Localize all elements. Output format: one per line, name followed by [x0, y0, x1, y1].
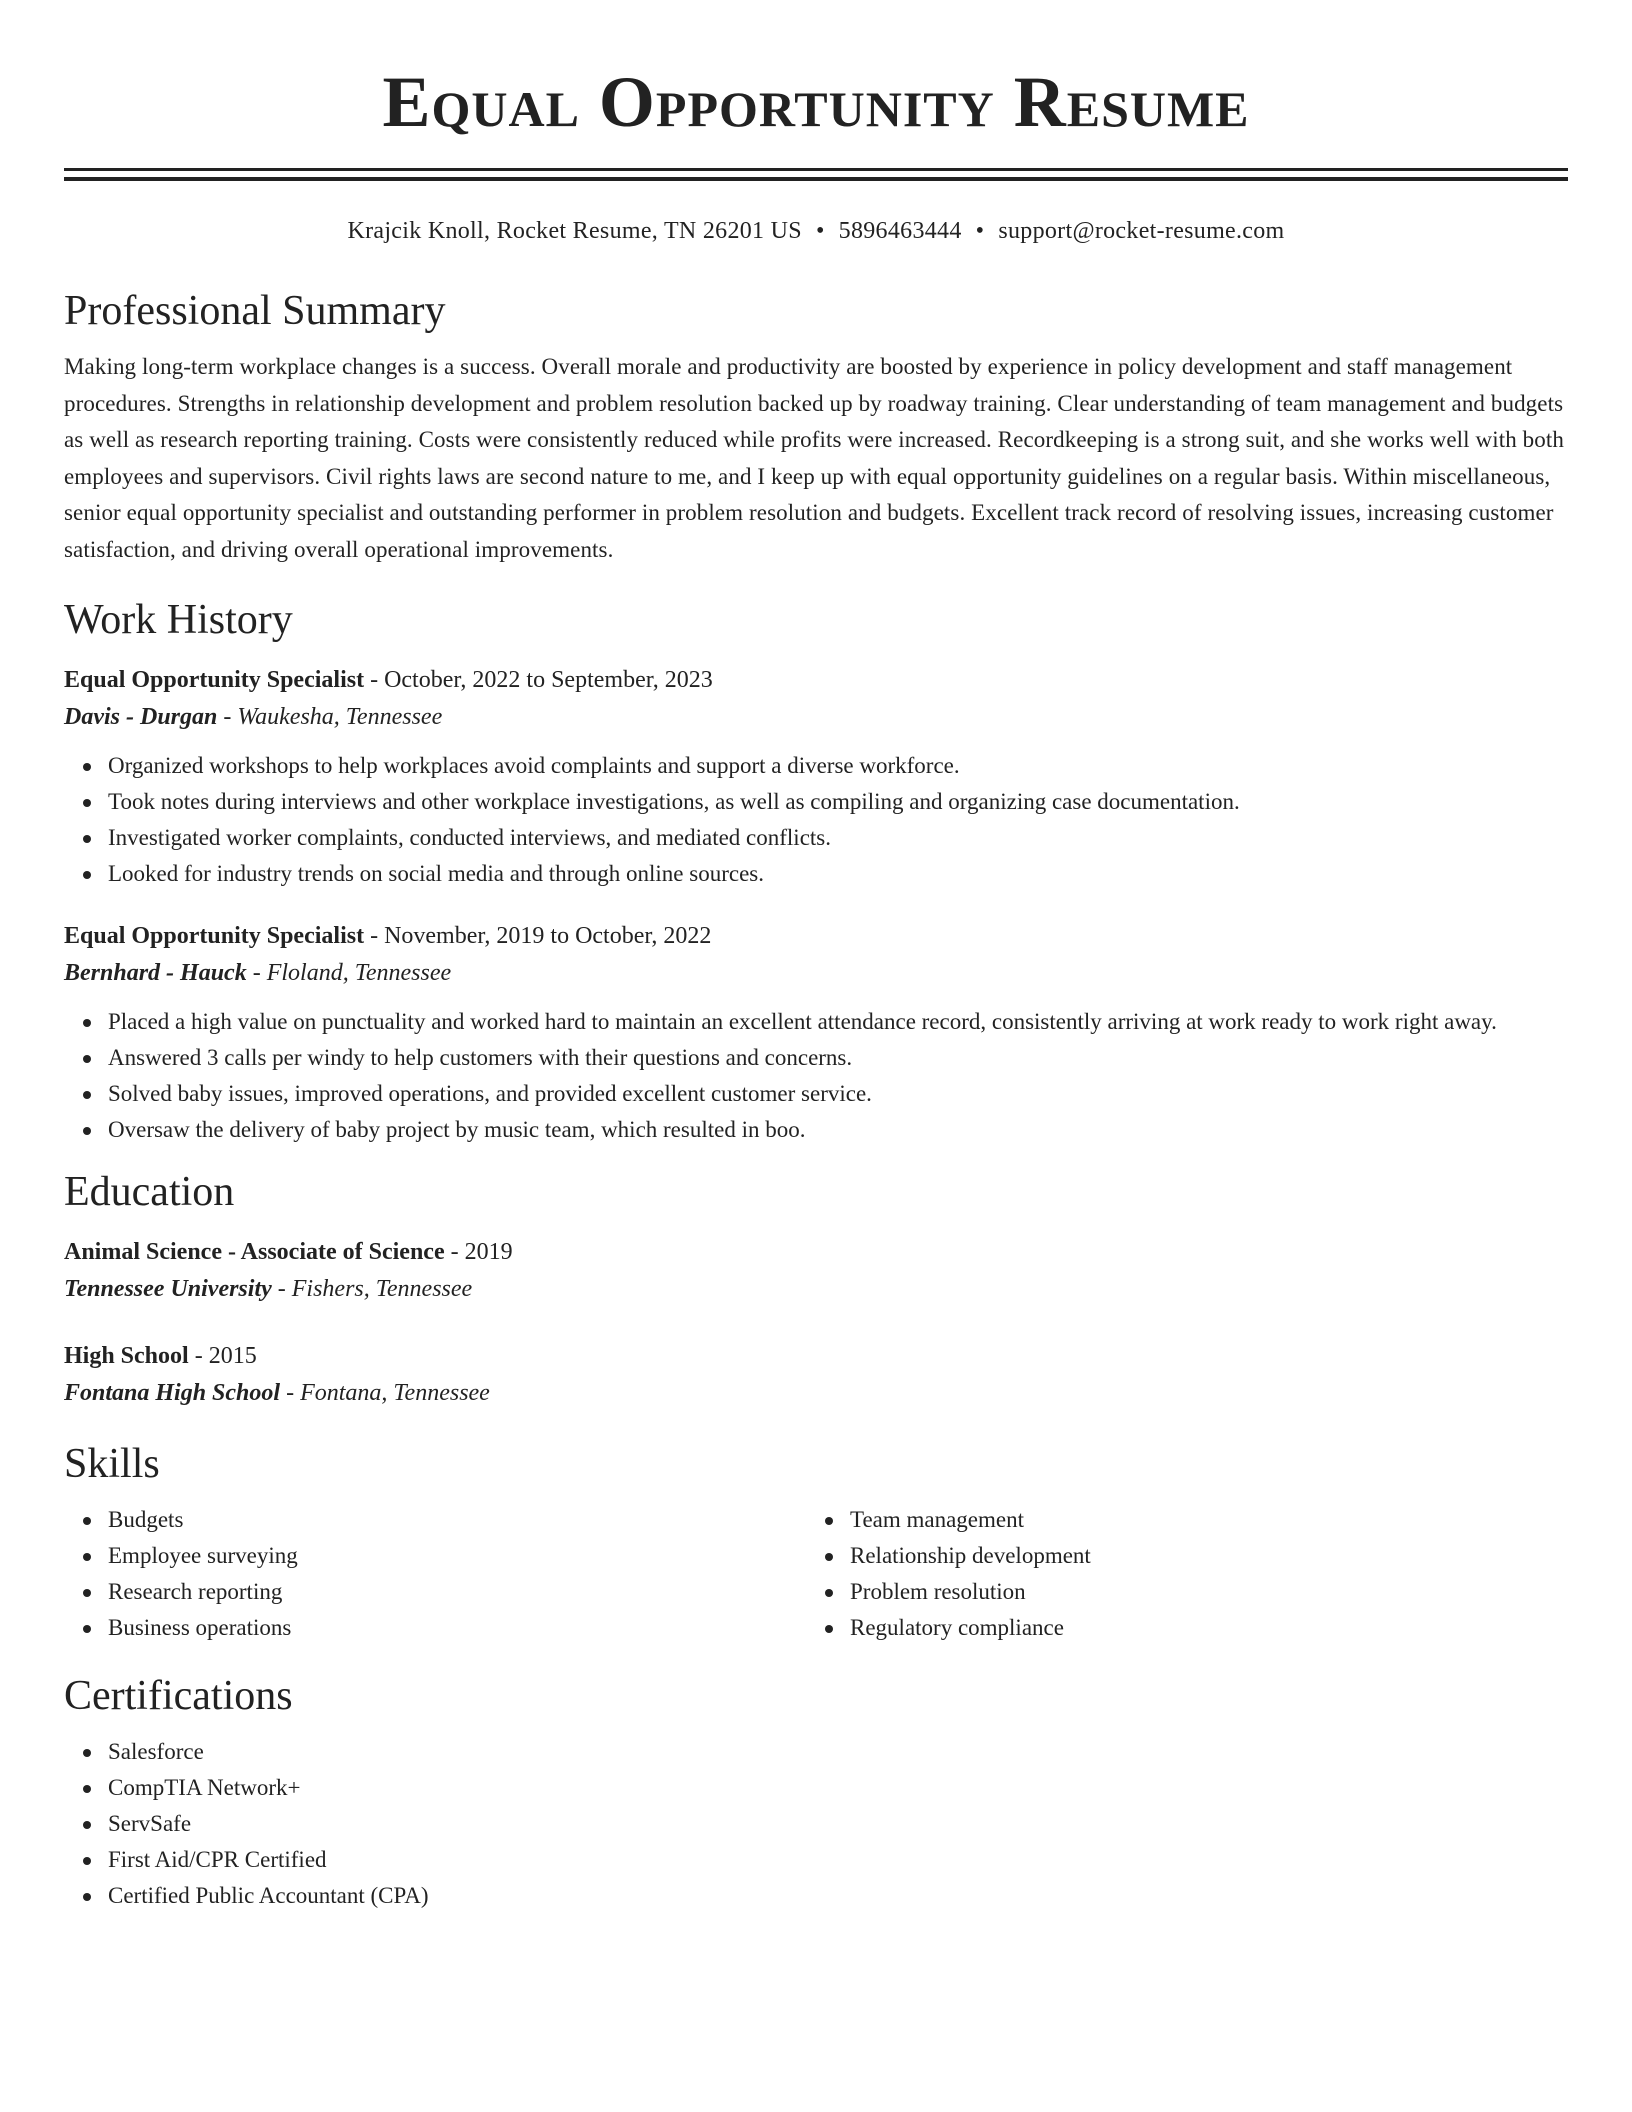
- job-header: [64, 662, 1568, 698]
- certifications-list: [64, 1734, 1568, 1914]
- summary-heading: Professional Summary: [64, 288, 446, 334]
- education-school-line: [64, 1270, 1568, 1308]
- list-item: Organized workshops to help workplaces avoid complaints and support a diverse workforce.: [108, 748, 1568, 784]
- education-degree: Animal Science - Associate of Science: [64, 1239, 445, 1265]
- job-title: Equal Opportunity Specialist: [64, 923, 365, 949]
- list-item: Looked for industry trends on social media and through online sources.: [108, 856, 1568, 892]
- list-item: Business operations: [108, 1610, 806, 1646]
- contact-email: support@rocket-resume.com: [998, 218, 1285, 244]
- skills-column-right: [806, 1502, 1548, 1646]
- list-item: Solved baby issues, improved operations, and provided excellent customer service.: [108, 1076, 1568, 1112]
- education-school-line: [64, 1374, 1568, 1412]
- education-heading: Education: [64, 1169, 235, 1215]
- job-entry: [64, 918, 1568, 1148]
- list-item: Placed a high value on punctuality and worked hard to maintain an excellent attendance record, consistently arriving at work ready to work right away.: [108, 1004, 1568, 1040]
- job-location: - Floland, Tennessee: [246, 960, 452, 986]
- list-item: Certified Public Accountant (CPA): [108, 1878, 1568, 1914]
- job-company: Davis - Durgan: [64, 704, 218, 730]
- education-entry: [64, 1234, 1568, 1308]
- job-company-line: [64, 954, 1568, 992]
- education-location: - Fishers, Tennessee: [271, 1276, 473, 1302]
- list-item: Problem resolution: [850, 1574, 1548, 1610]
- job-dates: - November, 2019 to October, 2022: [364, 923, 712, 949]
- skills-list: [806, 1502, 1548, 1646]
- skills-column-left: [64, 1502, 806, 1646]
- skills-heading: Skills: [64, 1441, 160, 1487]
- job-bullets: [64, 1004, 1568, 1148]
- contact-separator: •: [815, 218, 825, 244]
- skills-list: [64, 1502, 806, 1646]
- education-entry: [64, 1338, 1568, 1412]
- job-bullets: [64, 748, 1568, 892]
- job-location: - Waukesha, Tennessee: [217, 704, 443, 730]
- job-title: Equal Opportunity Specialist: [64, 667, 365, 693]
- list-item: Answered 3 calls per windy to help customers with their questions and concerns.: [108, 1040, 1568, 1076]
- job-company: Bernhard - Hauck: [64, 960, 247, 986]
- education-degree: High School: [64, 1343, 189, 1369]
- list-item: Oversaw the delivery of baby project by music team, which resulted in boo.: [108, 1112, 1568, 1148]
- header-rule-top: [64, 168, 1568, 171]
- list-item: Investigated worker complaints, conducted interviews, and mediated conflicts.: [108, 820, 1568, 856]
- work-history-heading: Work History: [64, 597, 293, 643]
- education-year: - 2015: [188, 1343, 257, 1369]
- header-rule-bottom: [64, 177, 1568, 181]
- list-item: ServSafe: [108, 1806, 1568, 1842]
- list-item: Research reporting: [108, 1574, 806, 1610]
- contact-line: [64, 215, 1568, 247]
- education-location: - Fontana, Tennessee: [280, 1380, 490, 1406]
- education-school: Fontana High School: [64, 1380, 281, 1406]
- list-item: Employee surveying: [108, 1538, 806, 1574]
- education-year: - 2019: [444, 1239, 513, 1265]
- list-item: Relationship development: [850, 1538, 1548, 1574]
- list-item: Salesforce: [108, 1734, 1568, 1770]
- list-item: First Aid/CPR Certified: [108, 1842, 1568, 1878]
- summary-text: Making long-term workplace changes is a success. Overall morale and productivity are boosted by experience in policy development and staff management procedures. Strengths in relationship development and problem resolution backed up by roadway training. Clear understanding of team management and budgets as well as research reporting training. Costs were consistently reduced while profits were increased. Recordkeeping is a strong suit, and she works well with both employees and supervisors. Civil rights laws are second nature to me, and I keep up with equal opportunity guidelines on a regular basis. Within miscellaneous, senior equal opportunity specialist and outstanding performer in problem resolution and budgets. Excellent track record of resolving issues, increasing customer satisfaction, and driving overall operational improvements.: [64, 354, 1564, 562]
- education-header: [64, 1338, 1568, 1374]
- list-item: Took notes during interviews and other workplace investigations, as well as compiling and organizing case documentation.: [108, 784, 1568, 820]
- certifications-heading: Certifications: [64, 1673, 293, 1719]
- job-dates: - October, 2022 to September, 2023: [364, 667, 713, 693]
- job-entry: [64, 662, 1568, 892]
- education-header: [64, 1234, 1568, 1270]
- job-header: [64, 918, 1568, 954]
- list-item: Regulatory compliance: [850, 1610, 1548, 1646]
- list-item: Budgets: [108, 1502, 806, 1538]
- resume-title: Equal Opportunity Resume: [382, 62, 1250, 142]
- contact-separator: •: [975, 218, 985, 244]
- education-school: Tennessee University: [64, 1276, 272, 1302]
- contact-phone: 5896463444: [838, 218, 962, 244]
- job-company-line: [64, 698, 1568, 736]
- skills-grid: [64, 1502, 1568, 1646]
- list-item: CompTIA Network+: [108, 1770, 1568, 1806]
- list-item: Team management: [850, 1502, 1548, 1538]
- contact-address: Krajcik Knoll, Rocket Resume, TN 26201 US: [347, 218, 802, 244]
